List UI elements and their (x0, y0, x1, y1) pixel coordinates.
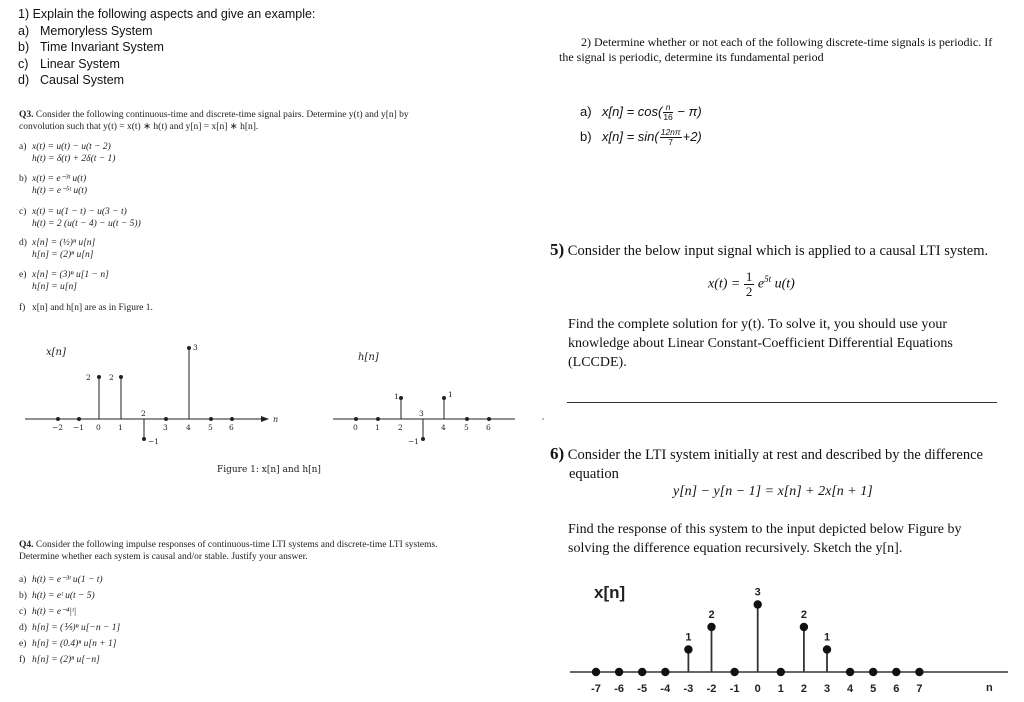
q2-line2: the signal is periodic, determine its fundamental period (559, 50, 824, 64)
fig1-h-tick: 1 (375, 423, 380, 432)
q3-part-a: a) x(t) = u(t) − u(t − 2) h(t) = δ(t) + 2δ(t − 1) (19, 142, 116, 164)
fig1-x-zero-dot (209, 417, 213, 421)
fig1-x-tick: −2 (52, 423, 64, 432)
fig1-h-dot (442, 396, 446, 400)
q3-part-b: b) x(t) = e⁻³ᵗ u(t) h(t) = e⁻⁵ᵗ u(t) (19, 174, 88, 196)
q4-parts (19, 572, 120, 668)
fig1-h-tick: 0 (353, 423, 358, 432)
q5-heading: 5) Consider the below input signal which is applied to a causal LTI system. (550, 240, 989, 259)
q3-part-d: d) x[n] = (½)ⁿ u[n] h[n] = (2)ⁿ u[n] (19, 238, 96, 260)
q2-line1: 2) Determine whether or not each of the following discrete-time signals is periodic. If (581, 35, 993, 49)
fig1-x-dot (97, 375, 101, 379)
stem-dot (823, 645, 831, 653)
q5-para-line3: (LCCDE). (568, 355, 627, 370)
q6-para-line2: solving the difference equation recursively. Sketch the y[n]. (568, 541, 903, 556)
q4-part-c: c) h(t) = e⁻⁴|ᵗ| (19, 607, 77, 617)
fig1-x-tick: 5 (208, 423, 213, 432)
q1-item-d: d) Causal System (18, 73, 125, 87)
stem-dot (684, 645, 692, 653)
fig1-h-tick: 4 (441, 423, 446, 432)
tick-label: -2 (706, 683, 717, 695)
q4-block (19, 540, 438, 563)
fig1-x-val: −1 (148, 437, 160, 446)
tick-label: 1 (777, 683, 784, 695)
stem-dot (800, 623, 808, 631)
fig1-x-zero-dot (164, 417, 168, 421)
stem-dot (592, 668, 600, 676)
fig1-x-tick: 6 (229, 423, 234, 432)
fig1-x-zero-dot (77, 417, 81, 421)
q2-part-b: b) x[n] = sin( $\frac{12n\pi}{7}$ +2) (580, 127, 702, 147)
q6-para-line1: Find the response of this system to the input depicted below Figure by (568, 522, 962, 537)
q1-block (18, 6, 315, 89)
stem-dot (846, 668, 854, 676)
stem-dot (754, 600, 762, 608)
q4-part-f: f) h[n] = (2)ⁿ u[−n] (19, 655, 100, 665)
section-divider (567, 402, 997, 403)
fig1-x-val: 2 (109, 373, 114, 382)
fig1-h-tick: 2 (398, 423, 403, 432)
fig1-x-dot (187, 346, 191, 350)
stem-value-label: 2 (708, 609, 715, 621)
q4-part-d: d) h[n] = (⅕)ⁿ u[−n − 1] (19, 623, 121, 633)
fig1-x-val: 2 (86, 373, 91, 382)
fig1-x-tick: 3 (163, 423, 168, 432)
fig1-x-zero-dot (56, 417, 60, 421)
figure1-plots (0, 335, 545, 485)
tick-label: -3 (683, 683, 694, 695)
fig1-h-tick: 5 (464, 423, 469, 432)
tick-label: -4 (660, 683, 671, 695)
stem-dot (892, 668, 900, 676)
stem-dot (615, 668, 623, 676)
q3-part-c: c) x(t) = u(1 − t) − u(3 − t) h(t) = 2 (u(t − 4) − u(t − 5)) (19, 207, 141, 229)
fig1-x-val: 2 (141, 409, 146, 418)
q1-item-b: b) Time Invariant System (18, 40, 164, 54)
tick-label: -1 (729, 683, 740, 695)
q2-block (559, 35, 992, 65)
tick-label: 7 (916, 683, 923, 695)
q5-para-line1: Find the complete solution for y(t). To solve it, you should use your (568, 317, 948, 332)
q1-item-a: a) Memoryless System (18, 23, 153, 38)
q3-block (19, 110, 409, 133)
tick-label: -5 (637, 683, 648, 695)
q1-item-c: c) Linear System (18, 56, 120, 71)
q4-heading-line2: Determine whether each system is causal and/or stable. Justify your answer. (19, 551, 308, 562)
fig1-h-zero-dot (487, 417, 491, 421)
fig1-x-dot (142, 437, 146, 441)
fig1-h-label: h[n] (358, 352, 379, 363)
fig1-x-tick: 0 (96, 423, 101, 432)
q4-part-e: e) h[n] = (0.4)ⁿ u[n + 1] (19, 639, 117, 649)
tick-label: -6 (614, 683, 624, 695)
tick-label: -7 (591, 683, 601, 695)
fig1-stray-dot (542, 418, 544, 420)
stem-value-label: 1 (685, 631, 692, 644)
stem-value-label: 1 (823, 631, 831, 644)
stem-dot (661, 668, 669, 676)
tick-label: 4 (847, 683, 854, 695)
q3-part-e: e) x[n] = (3)ⁿ u[1 − n] h[n] = u[n] (19, 270, 109, 292)
fig1-h-val: −1 (408, 437, 420, 446)
fig1-h-val: 1 (448, 390, 453, 399)
stem-dot (730, 668, 738, 676)
q5-paragraph (568, 315, 953, 372)
tick-label: 0 (754, 683, 761, 695)
stem-dot (777, 668, 785, 676)
stem-dot (638, 668, 646, 676)
q3-heading: Q3. Consider the following continuous-time and discrete-time signal pairs. Determine y(t) and y[n] by (19, 110, 409, 120)
fig1-h-zero-dot (354, 417, 358, 421)
tick-label: 6 (893, 683, 900, 695)
fig1-x-zero-dot (230, 417, 234, 421)
stem-value-label: 2 (800, 609, 807, 621)
fig1-x-tick: −1 (73, 423, 85, 432)
fig1-x-dot (119, 375, 123, 379)
stem-value-label: 3 (754, 586, 761, 599)
q4-part-b: b) h(t) = eᵗ u(t − 5) (19, 591, 95, 601)
q3-heading-line2: convolution such that y(t) = x(t) ∗ h(t) and y[n] = x[n] ∗ h[n]. (19, 121, 259, 132)
tick-label: 5 (870, 683, 877, 695)
fig1-h-zero-dot (465, 417, 469, 421)
q6-plot-title: x[n] (594, 583, 626, 602)
q6-paragraph (568, 520, 962, 558)
q6-stem-chart (560, 575, 1020, 699)
fig1-caption: Figure 1: x[n] and h[n] (217, 465, 321, 475)
fig1-x-tick: 4 (186, 423, 191, 432)
fig1-x-val: 3 (193, 343, 198, 352)
fig1-x-tick: 1 (118, 423, 123, 432)
q1-title: 1) Explain the following aspects and give an example: (18, 7, 316, 21)
q3-part-f: f) x[n] and h[n] are as in Figure 1. (19, 303, 153, 313)
q6-heading: 6) Consider the LTI system initially at rest and described by the difference equation (550, 444, 983, 482)
stem-dot (869, 668, 877, 676)
tick-label: 2 (800, 683, 807, 695)
fig1-h-val: 1 (394, 392, 399, 401)
stem-dot (707, 623, 715, 631)
q6-equation: y[n] − y[n − 1] = x[n] + 2x[n + 1] (673, 484, 873, 499)
fig1-h-dot (399, 396, 403, 400)
q4-heading: Q4. Consider the following impulse responses of continuous-time LTI systems and discrete-time LTI systems. (19, 540, 438, 550)
q2-part-a: a) x[n] = cos( $\frac{n}{16}$ − π) (580, 102, 702, 122)
q6-axis-var: n (986, 682, 993, 694)
fig1-x-axis-var: n (273, 415, 279, 424)
q5-para-line2: knowledge about Linear Constant-Coefficient Differential Equations (568, 336, 953, 351)
fig1-h-val: 3 (419, 409, 424, 418)
fig1-h-tick: 6 (486, 423, 491, 432)
q4-part-a: a) h(t) = e⁻³ᵗ u(1 − t) (19, 575, 103, 585)
fig1-x-label: x[n] (46, 347, 66, 358)
fig1-h-dot (421, 437, 425, 441)
tick-label: 3 (823, 683, 831, 695)
q5-equation: x(t) = $\frac{1}{2}$ $e^{5t}$ u(t) (708, 269, 795, 299)
stem-dot (915, 668, 923, 676)
fig1-h-zero-dot (376, 417, 380, 421)
